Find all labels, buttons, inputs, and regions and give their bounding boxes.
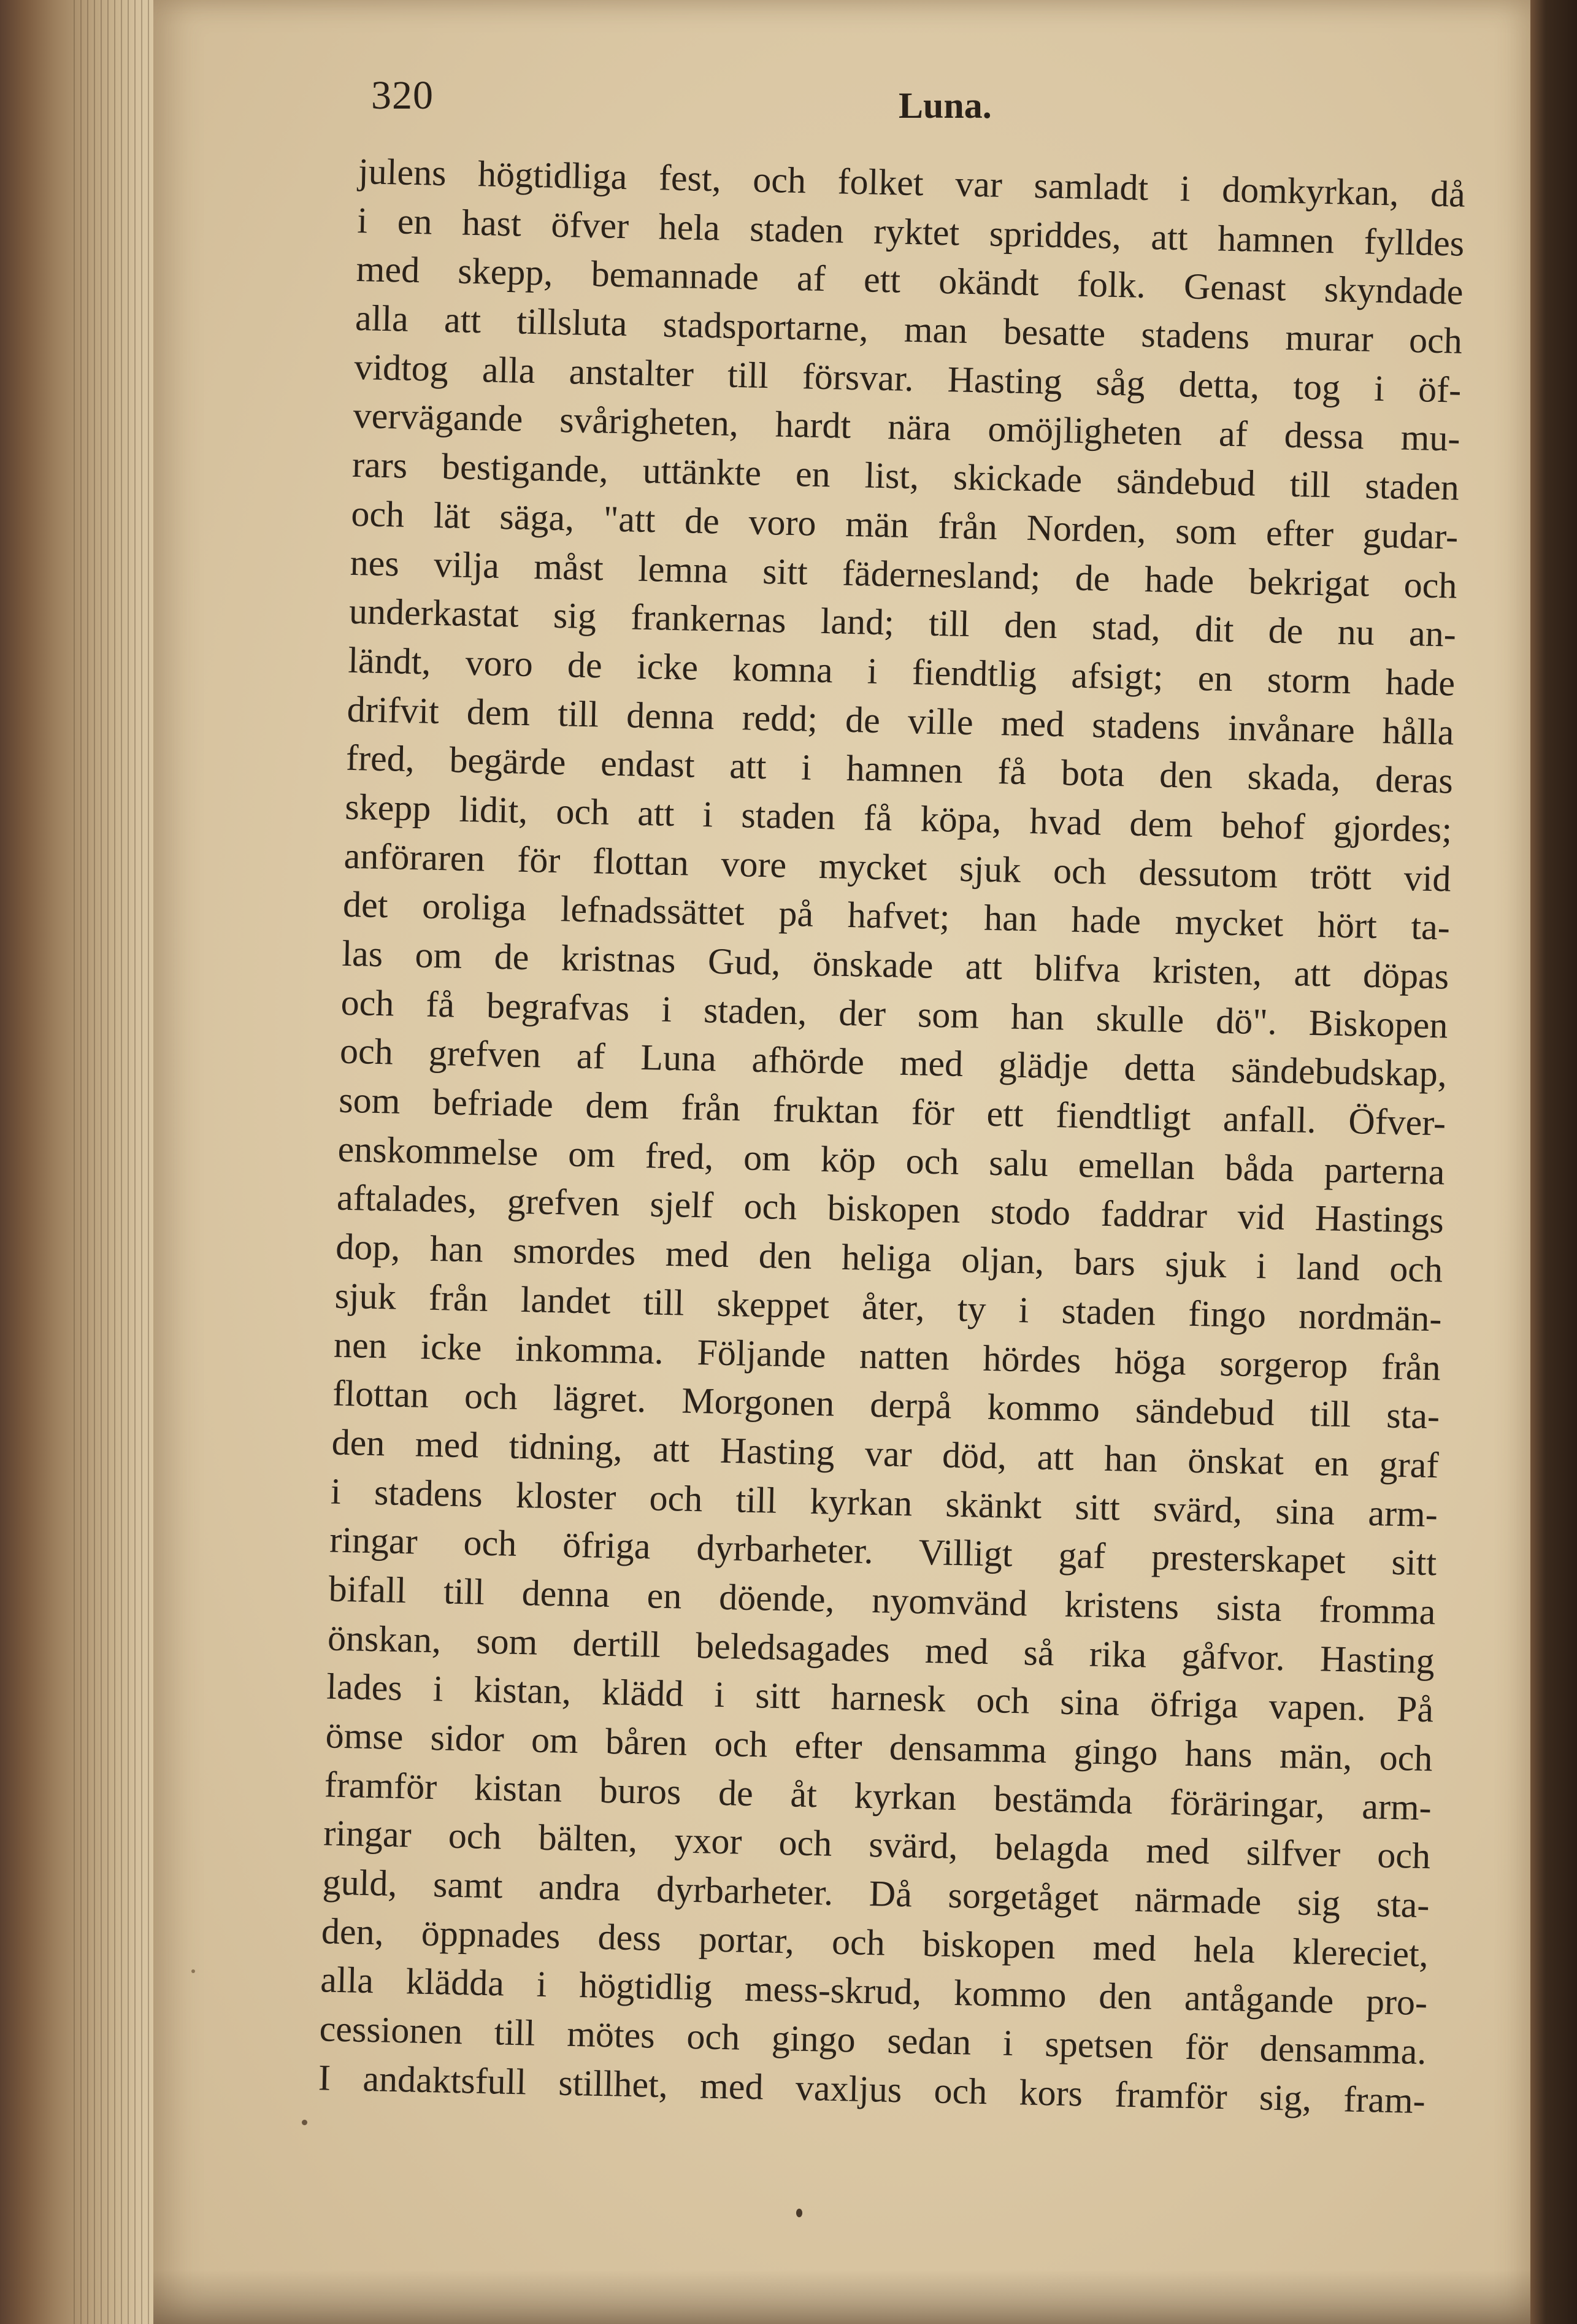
text-line: julens högtidliga fest, och folket var samladt i domkyrkan, då: [358, 150, 1466, 215]
text-line: fred, begärde endast att i hamnen få bota den skada, deras: [345, 737, 1454, 801]
text-line: aftalades, grefven sjelf och biskopen stodo faddrar vid Hastings: [336, 1177, 1445, 1241]
text-line: vidtog alla anstalter till försvar. Hasting såg detta, tog i öf-: [353, 346, 1462, 410]
text-line: rars bestigande, uttänkte en list, skickade sändebud till staden: [351, 444, 1460, 508]
text-line: ringar och bälten, yxor och svärd, belagda med silfver och: [323, 1812, 1431, 1877]
text-line: skepp lidit, och att i staden få köpa, hvad dem behof gjordes;: [344, 786, 1452, 850]
text-line: sjuk från landet till skeppet åter, ty i staden fingo nordmän-: [334, 1275, 1443, 1339]
text-line: ländt, voro de icke komna i fiendtlig afsigt; en storm hade: [347, 639, 1456, 704]
text-line: med skepp, bemannade af ett okändt folk. Genast skyndade: [356, 248, 1464, 313]
text-line: den, öppnades dess portar, och biskopen med hela klereciet,: [321, 1910, 1429, 1974]
text-line: önskan, som dertill beledsagades med så rika gåfvor. Hasting: [327, 1617, 1435, 1681]
body-text: [318, 147, 1465, 2126]
text-line: den med tidning, att Hasting var död, att han önskat en graf: [331, 1422, 1440, 1486]
text-line: las om de kristnas Gud, önskade att blifva kristen, att döpas: [341, 933, 1449, 997]
text-line: vervägande svårigheten, hardt nära omöjligheten af dessa mu-: [353, 395, 1461, 460]
text-line: bifall till denna en döende, nyomvänd kristens sista fromma: [328, 1568, 1437, 1633]
ink-speck: [302, 2120, 307, 2125]
page-bottom-shadow: [153, 2270, 1530, 2324]
text-line: nes vilja måst lemna sitt fädernesland; de hade bekrigat och: [350, 542, 1458, 606]
text-line: flottan och lägret. Morgonen derpå kommo sändebud till sta-: [332, 1372, 1440, 1437]
text-line: enskommelse om fred, om köp och salu emellan båda parterna: [337, 1128, 1446, 1193]
text-line: och få begrafvas i staden, der som han skulle dö". Biskopen: [340, 982, 1449, 1046]
text-line: anföraren för flottan vore mycket sjuk och dessutom trött vid: [343, 835, 1452, 899]
text-line: ömse sidor om båren och efter densamma gingo hans män, och: [325, 1715, 1433, 1779]
text-line: cessionen till mötes och gingo sedan i spetsen för densamma.: [319, 2008, 1427, 2072]
text-line: I andaktsfull stillhet, med vaxljus och kors framför sig, fram-: [318, 2057, 1426, 2121]
text-line: framför kistan buros de åt kyrkan bestämda föräringar, arm-: [324, 1764, 1432, 1828]
text-line: och lät säga, "att de voro män från Norden, som efter gudar-: [350, 493, 1459, 557]
text-line: som befriade dem från fruktan för ett fiendtligt anfall. Öfver-: [338, 1079, 1446, 1144]
page-number: 320: [371, 73, 434, 118]
text-line: lades i kistan, klädd i sitt harnesk och sina öfriga vapen. På: [326, 1666, 1434, 1730]
right-page-edge: [1530, 0, 1577, 2324]
text-line: alla att tillsluta stadsportarne, man besatte stadens murar och: [355, 298, 1463, 361]
text-line: nen icke inkomma. Följande natten hördes höga sorgerop från: [333, 1324, 1441, 1388]
running-title: Luna.: [899, 85, 992, 126]
text-line: och grefven af Luna afhörde med glädje detta sändebudskap,: [339, 1031, 1448, 1095]
text-line: i en hast öfver hela staden ryktet spriddes, att hamnen fylldes: [356, 199, 1465, 264]
ink-speck: [796, 2209, 802, 2217]
text-line: i stadens kloster och till kyrkan skänkt sitt svärd, sina arm-: [330, 1471, 1438, 1534]
page-stack-edges: [74, 0, 166, 2324]
text-line: ringar och öfriga dyrbarheter. Villigt gaf presterskapet sitt: [329, 1519, 1437, 1583]
text-line: dop, han smordes med den heliga oljan, bars sjuk i land och: [335, 1226, 1443, 1290]
text-line: underkastat sig frankernas land; till den stad, dit de nu an-: [348, 591, 1457, 655]
ink-speck: [191, 1969, 195, 1973]
text-line: alla klädda i högtidlig mess-skrud, kommo den antågande pro-: [320, 1959, 1428, 2023]
text-line: drifvit dem till denna redd; de ville med stadens invånare hålla: [347, 688, 1455, 753]
text-line: guld, samt andra dyrbarheter. Då sorgetåget närmade sig sta-: [322, 1861, 1430, 1926]
text-line: det oroliga lefnadssättet på hafvet; han hade mycket hört ta-: [342, 884, 1451, 948]
